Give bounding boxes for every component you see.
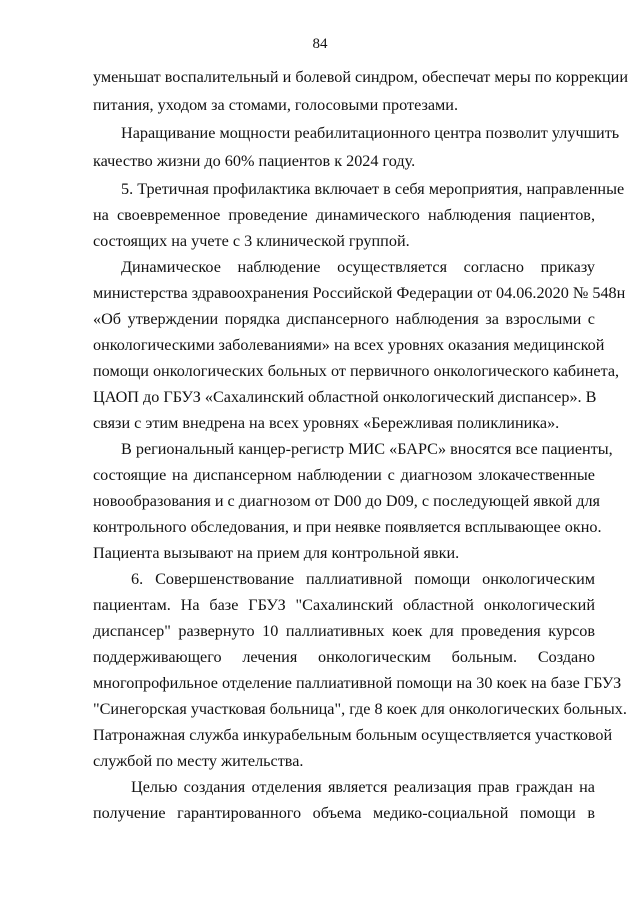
text-line: службой по месту жительства. [93, 752, 304, 770]
text-line: многопрофильное отделение паллиативной помощи на 30 коек на базе ГБУЗ [93, 674, 622, 692]
text-line: Динамическое наблюдение осуществляется согласно приказу [121, 258, 595, 276]
text-line: получение гарантированного объема медико-социальной помощи в [93, 804, 595, 822]
page-number: 84 [312, 36, 328, 52]
text-line: новообразования и с диагнозом от D00 до D09, с последующей явкой для [93, 492, 600, 510]
text-line: Целью создания отделения является реализация прав граждан на [131, 778, 595, 796]
text-line: на своевременное проведение динамического наблюдения пациентов, [93, 206, 595, 224]
text-line: Патронажная служба инкурабельным больным осуществляется участковой [93, 726, 613, 744]
text-line: "Синегорская участковая больница", где 8 коек для онкологических больных. [93, 700, 627, 718]
text-line: состоящих на учете с 3 клинической группой. [93, 232, 410, 250]
text-line: министерства здравоохранения Российской Федерации от 04.06.2020 № 548н [93, 284, 626, 302]
text-line: уменьшат воспалительный и болевой синдром, обеспечат меры по коррекции [93, 68, 628, 86]
text-line: 5. Третичная профилактика включает в себя мероприятия, направленные [121, 180, 625, 198]
text-line: диспансер" развернуто 10 паллиативных коек для проведения курсов [93, 622, 595, 640]
text-line: контрольного обследования, и при неявке появляется всплывающее окно. [93, 518, 602, 536]
text-line: 6. Совершенствование паллиативной помощи онкологическим [131, 570, 595, 588]
text-line: связи с этим внедрена на всех уровнях «Бережливая поликлиника». [93, 414, 560, 432]
text-line: помощи онкологических больных от первичного онкологического кабинета, [93, 362, 620, 380]
text-line: Наращивание мощности реабилитационного центра позволит улучшить [121, 124, 620, 142]
text-line: «Об утверждении порядка диспансерного наблюдения за взрослыми с [93, 310, 595, 328]
text-line: пациентам. На базе ГБУЗ "Сахалинский областной онкологический [93, 596, 595, 614]
text-line: Пациента вызывают на прием для контрольной явки. [93, 544, 460, 562]
text-line: В региональный канцер-регистр МИС «БАРС» вносятся все пациенты, [121, 440, 613, 458]
text-line: качество жизни до 60% пациентов к 2024 году. [93, 152, 416, 170]
text-line: ЦАОП до ГБУЗ «Сахалинский областной онкологический диспансер». В [93, 388, 597, 406]
text-line: состоящие на диспансерном наблюдении с диагнозом злокачественные [93, 466, 595, 484]
text-line: онкологическими заболеваниями» на всех уровнях оказания медицинской [93, 336, 605, 354]
text-line: поддерживающего лечения онкологическим больным. Создано [93, 648, 595, 666]
text-line: питания, уходом за стомами, голосовыми протезами. [93, 96, 458, 114]
